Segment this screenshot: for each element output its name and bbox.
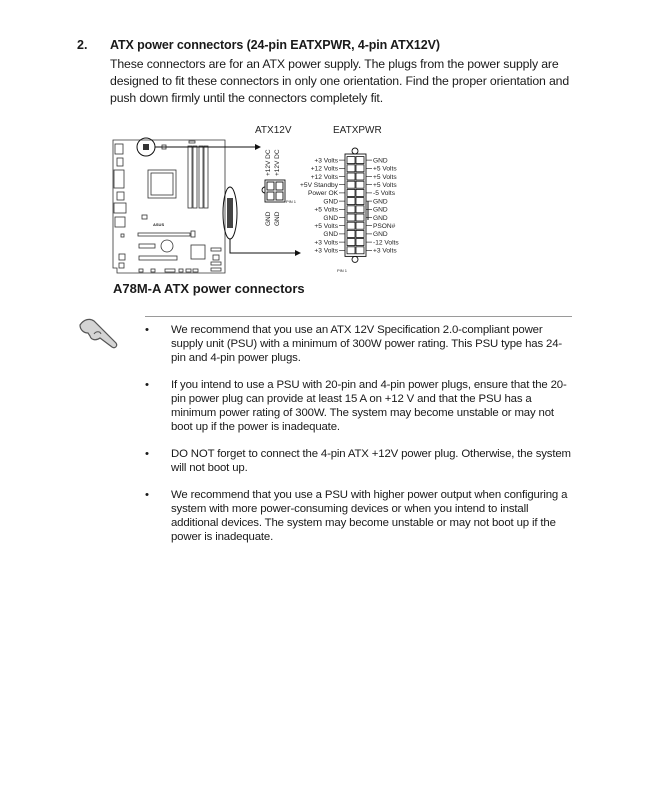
eatxpwr-pin-label: -12 Volts <box>373 239 399 247</box>
note-text: If you intend to use a PSU with 20-pin and 4-pin power plugs, ensure that the 20-pin power plug can provide at least 15 A on +12 V and that the PSU has a minimum power rating of 300W. The system may become unstable or may not boot up if the power is inadequate. <box>171 379 567 433</box>
eatxpwr-pin-label: GND <box>373 198 388 206</box>
eatxpwr-connector <box>300 148 399 262</box>
note-list <box>145 323 575 557</box>
eatxpwr-pin-label: GND <box>323 214 338 222</box>
note-text: We recommend that you use a PSU with higher power output when configuring a system with more power-consuming devices or when you intend to install additional devices. The system may become unstable or may not boot up if the power is inadequate. <box>171 489 568 543</box>
pointing-hand-icon <box>74 313 122 351</box>
pin <box>347 181 355 188</box>
eatxpwr-pin-label: +12 Volts <box>310 165 338 173</box>
bullet-icon: • <box>145 324 149 336</box>
section-title: ATX power connectors (24-pin EATXPWR, 4-pin ATX12V) <box>110 38 440 52</box>
eatxpwr-label: EATXPWR <box>333 125 382 136</box>
pin <box>347 165 355 172</box>
atx12v-pin-label: +12V DC <box>265 149 272 176</box>
board-brand-logo: ASUS <box>153 222 165 227</box>
eatxpwr-pin-label: +3 Volts <box>373 247 397 255</box>
atx12v-connector <box>262 180 285 202</box>
eatxpwr-pin-label: +5 Volts <box>314 223 338 230</box>
eatxpwr-pin-label: PSON# <box>373 223 396 230</box>
connector-diagram <box>105 118 425 278</box>
bullet-icon: • <box>145 489 149 501</box>
eatxpwr-pin-label: GND <box>323 198 338 206</box>
pin <box>347 189 355 196</box>
pin <box>356 239 364 246</box>
pin <box>356 222 364 229</box>
motherboard-layout <box>113 140 225 273</box>
pin <box>356 230 364 237</box>
pin <box>347 239 355 246</box>
bullet-icon: • <box>145 379 149 391</box>
eatxpwr-housing <box>345 154 366 256</box>
eatxpwr-pin-label: GND <box>373 206 388 214</box>
arrow-right-icon <box>295 250 301 256</box>
note-divider <box>145 316 572 317</box>
eatxpwr-pin-label: +5 Volts <box>373 165 397 173</box>
section-number: 2. <box>77 38 88 52</box>
pin <box>356 198 364 205</box>
eatxpwr-pin1-label: PIN 1 <box>337 268 348 273</box>
eatxpwr-pin-label: GND <box>373 214 388 222</box>
atx12v-pin-label: GND <box>265 211 272 226</box>
latch-icon <box>352 148 358 154</box>
latch-icon <box>352 256 358 262</box>
eatxpwr-pin-label: +3 Volts <box>314 239 338 247</box>
eatxpwr-callout-line <box>230 239 295 253</box>
note-item <box>145 323 575 365</box>
pin <box>356 189 364 196</box>
pin <box>347 214 355 221</box>
pin <box>356 165 364 172</box>
eatxpwr-pin-label: +5 Volts <box>314 206 338 214</box>
pin <box>347 173 355 180</box>
section-intro: These connectors are for an ATX power supply. The plugs from the power supply are designed to fit these connectors in only one orientation. Find the proper orientation and push down firmly until the connectors completely fit. <box>110 57 570 105</box>
eatxpwr-pin-label: +5V Standby <box>300 182 338 189</box>
figure-caption: A78M-A ATX power connectors <box>113 281 305 296</box>
pin <box>347 157 355 164</box>
note-item <box>145 488 575 544</box>
eatxpwr-pin-label: +5 Volts <box>373 182 397 189</box>
note-text: DO NOT forget to connect the 4-pin ATX +12V power plug. Otherwise, the system will not boot up. <box>171 448 571 474</box>
eatxpwr-pin-label: GND <box>373 231 388 239</box>
bullet-icon: • <box>145 448 149 460</box>
pin <box>356 181 364 188</box>
pin <box>356 206 364 213</box>
pin <box>347 206 355 213</box>
eatxpwr-pin-label: GND <box>323 231 338 239</box>
eatxpwr-pin-label: Power OK <box>307 190 338 198</box>
eatxpwr-pin-label: GND <box>373 157 388 165</box>
atx12v-pin1-label: PIN 1 <box>286 199 297 204</box>
eatxpwr-pin-label: +3 Volts <box>314 157 338 165</box>
pin <box>347 222 355 229</box>
pin <box>356 214 364 221</box>
pin <box>347 230 355 237</box>
eatxpwr-pin-label: +5 Volts <box>373 173 397 181</box>
pin <box>356 157 364 164</box>
atx12v-pin-label: +12V DC <box>274 149 281 176</box>
note-item <box>145 378 575 434</box>
eatxpwr-board-connector <box>227 198 233 228</box>
atx12v-pin-label: GND <box>274 211 281 226</box>
pin <box>347 247 355 254</box>
atx12v-board-connector <box>143 144 149 150</box>
pin <box>347 198 355 205</box>
arrow-right-icon <box>255 144 261 150</box>
eatxpwr-pin-label: -5 Volts <box>373 190 395 198</box>
pin <box>356 247 364 254</box>
atx12v-label: ATX12V <box>255 125 292 136</box>
eatxpwr-pin-label: +3 Volts <box>314 247 338 255</box>
note-text: We recommend that you use an ATX 12V Specification 2.0-compliant power supply unit (PSU) with a minimum of 300W power rating. This PSU type has 24-pin and 4-pin power plugs. <box>171 324 563 364</box>
note-item <box>145 447 575 475</box>
eatxpwr-pin-label: +12 Volts <box>310 173 338 181</box>
pin <box>356 173 364 180</box>
